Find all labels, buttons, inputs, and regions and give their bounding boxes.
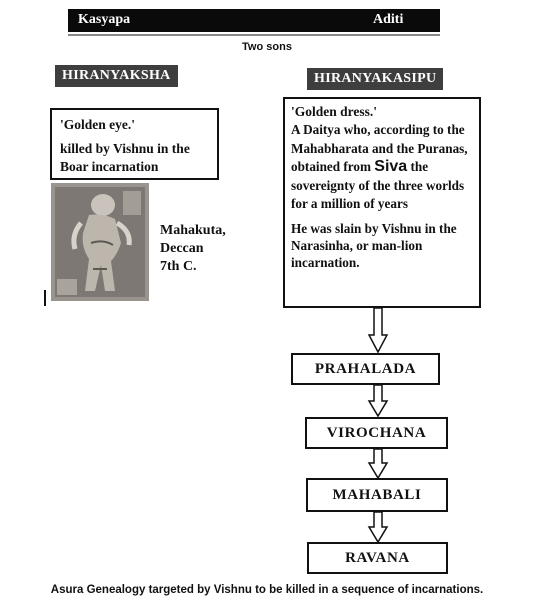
hiranyakasipu-box: [283, 97, 481, 308]
hiranyakasipu-meaning: 'Golden dress.': [291, 104, 378, 119]
chain-box-ravana: RAVANA: [307, 542, 448, 574]
down-arrow-4: [368, 512, 388, 543]
statue-image: [51, 183, 149, 301]
hiranyaksha-box: [50, 108, 219, 180]
parents-bar: [68, 9, 440, 32]
mother-name: Aditi: [373, 12, 404, 27]
chain-box-prahalada: PRAHALADA: [291, 353, 440, 385]
statue-caption-place: Mahakuta,: [160, 223, 226, 238]
father-name: Kasyapa: [78, 12, 131, 27]
stray-mark: [44, 290, 46, 306]
statue-caption: [160, 222, 226, 276]
down-arrow-3: [368, 449, 388, 479]
hiranyakasipu-desc-part2: the sovereignty of the three worlds for a million of years: [291, 159, 465, 211]
hiranyaksha-fate: killed by Vishnu in the Boar incarnation: [60, 141, 190, 174]
hiranyakasipu-title: HIRANYAKASIPU: [307, 68, 443, 90]
chain-box-mahabali: MAHABALI: [306, 478, 448, 512]
statue-caption-region: Deccan: [160, 241, 204, 256]
statue-drawing: [51, 183, 149, 301]
down-arrow-2: [368, 385, 388, 417]
hiranyakasipu-fate: He was slain by Vishnu in the Narasinha, or man-lion incarnation.: [291, 220, 457, 270]
sons-label: Two sons: [242, 41, 292, 53]
parents-underline: [68, 34, 440, 36]
hiranyaksha-title: HIRANYAKSHA: [55, 65, 178, 87]
figure-caption: Asura Genealogy targeted by Vishnu to be killed in a sequence of incarnations.: [50, 584, 484, 596]
hiranyakasipu-description: [291, 121, 473, 214]
chain-box-virochana: VIROCHANA: [305, 417, 448, 449]
statue-caption-date: 7th C.: [160, 259, 197, 274]
down-arrow-1: [368, 308, 388, 353]
hiranyaksha-meaning: 'Golden eye.': [60, 117, 135, 132]
hiranyakasipu-desc-part1: A Daitya who, according to the Mahabharata and the Puranas, obtained from: [291, 122, 468, 174]
siva-word: Siva: [374, 158, 408, 175]
